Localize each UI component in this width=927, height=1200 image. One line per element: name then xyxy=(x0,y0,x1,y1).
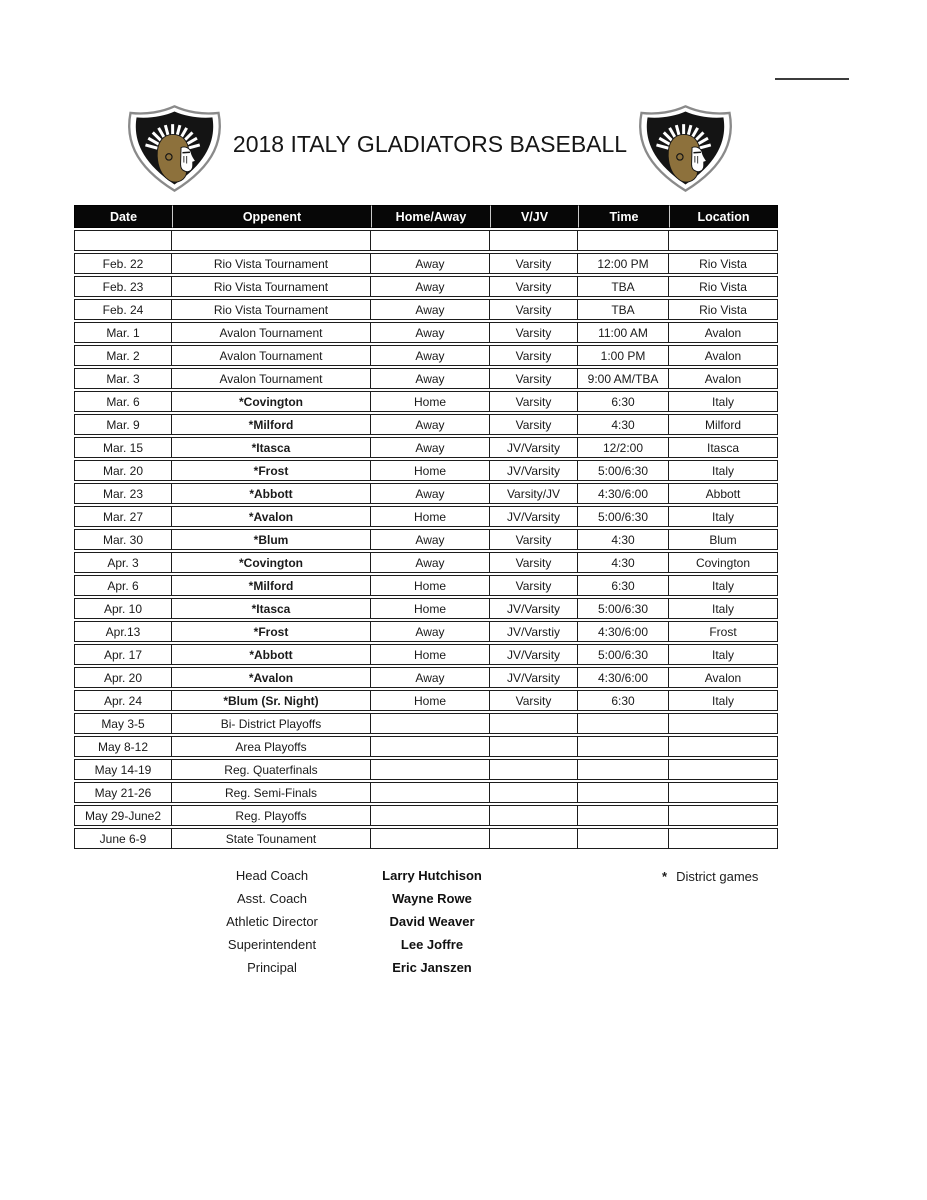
cell-location: Milford xyxy=(669,414,778,435)
schedule-row xyxy=(74,529,778,550)
cell-opponent: *Abbott xyxy=(172,483,371,504)
cell-home-away: Home xyxy=(371,690,490,711)
cell-opponent: Reg. Quaterfinals xyxy=(172,759,371,780)
cell-location xyxy=(669,828,778,849)
cell-v-jv: Varsity xyxy=(490,690,578,711)
column-header-home-away: Home/Away xyxy=(371,205,490,228)
cell-opponent: *Milford xyxy=(172,575,371,596)
cell-opponent: Area Playoffs xyxy=(172,736,371,757)
schedule-row xyxy=(74,736,778,757)
schedule-row xyxy=(74,299,778,320)
cell-time xyxy=(578,782,669,803)
cell-home-away xyxy=(371,713,490,734)
cell-home-away: Away xyxy=(371,368,490,389)
cell-home-away: Home xyxy=(371,644,490,665)
cell-location: Rio Vista xyxy=(669,253,778,274)
schedule-row xyxy=(74,483,778,504)
cell-date: Mar. 23 xyxy=(74,483,172,504)
cell-home-away xyxy=(371,805,490,826)
cell-time: 5:00/6:30 xyxy=(578,644,669,665)
cell-location: Avalon xyxy=(669,368,778,389)
cell-date: Mar. 20 xyxy=(74,460,172,481)
cell-home-away xyxy=(371,828,490,849)
cell-v-jv: Varsity/JV xyxy=(490,483,578,504)
cell-opponent: Rio Vista Tournament xyxy=(172,253,371,274)
cell-v-jv: JV/Varsity xyxy=(490,644,578,665)
schedule-row xyxy=(74,276,778,297)
cell-v-jv: Varsity xyxy=(490,322,578,343)
cell-v-jv xyxy=(490,230,578,251)
staff-section xyxy=(75,864,855,979)
schedule-row xyxy=(74,621,778,642)
cell-location xyxy=(669,230,778,251)
cell-opponent: *Covington xyxy=(172,552,371,573)
cell-v-jv xyxy=(490,828,578,849)
schedule-row xyxy=(74,713,778,734)
cell-location: Italy xyxy=(669,460,778,481)
cell-home-away: Home xyxy=(371,575,490,596)
cell-time: 4:30 xyxy=(578,529,669,550)
cell-v-jv: Varsity xyxy=(490,299,578,320)
cell-date: Feb. 22 xyxy=(74,253,172,274)
cell-opponent: *Frost xyxy=(172,460,371,481)
cell-date: Mar. 27 xyxy=(74,506,172,527)
cell-opponent: Avalon Tournament xyxy=(172,322,371,343)
cell-time: 11:00 AM xyxy=(578,322,669,343)
cell-date: Mar. 2 xyxy=(74,345,172,366)
staff-person-name: David Weaver xyxy=(389,914,475,929)
schedule-row xyxy=(74,644,778,665)
staff-role-label: Head Coach xyxy=(235,868,309,883)
cell-opponent: *Blum (Sr. Night) xyxy=(172,690,371,711)
column-header-v-jv: V/JV xyxy=(490,205,578,228)
cell-v-jv: JV/Varsity xyxy=(490,598,578,619)
cell-v-jv xyxy=(490,736,578,757)
cell-location: Frost xyxy=(669,621,778,642)
cell-v-jv: Varsity xyxy=(490,552,578,573)
cell-v-jv: Varsity xyxy=(490,575,578,596)
cell-date: May 3-5 xyxy=(74,713,172,734)
schedule-row xyxy=(74,322,778,343)
cell-date: Mar. 6 xyxy=(74,391,172,412)
cell-opponent: Avalon Tournament xyxy=(172,368,371,389)
cell-home-away: Away xyxy=(371,621,490,642)
staff-row xyxy=(75,887,855,910)
cell-time: 4:30/6:00 xyxy=(578,483,669,504)
column-header-date: Date xyxy=(74,205,172,228)
cell-location: Rio Vista xyxy=(669,276,778,297)
cell-location xyxy=(669,759,778,780)
cell-opponent: Rio Vista Tournament xyxy=(172,299,371,320)
cell-v-jv: JV/Varstiy xyxy=(490,621,578,642)
cell-location: Italy xyxy=(669,690,778,711)
cell-home-away: Home xyxy=(371,460,490,481)
staff-person-name: Lee Joffre xyxy=(400,937,464,952)
cell-location: Italy xyxy=(669,598,778,619)
gladiator-shield-logo-right xyxy=(634,103,737,194)
cell-time: 12:00 PM xyxy=(578,253,669,274)
cell-opponent: *Milford xyxy=(172,414,371,435)
column-header-location: Location xyxy=(669,205,778,228)
cell-home-away: Away xyxy=(371,345,490,366)
schedule-row xyxy=(74,230,778,251)
cell-location: Blum xyxy=(669,529,778,550)
cell-v-jv: JV/Varsity xyxy=(490,506,578,527)
cell-date: May 8-12 xyxy=(74,736,172,757)
cell-v-jv xyxy=(490,713,578,734)
cell-v-jv: Varsity xyxy=(490,368,578,389)
cell-opponent: *Avalon xyxy=(172,667,371,688)
cell-home-away: Away xyxy=(371,437,490,458)
cell-location: Italy xyxy=(669,391,778,412)
staff-role-label: Athletic Director xyxy=(226,914,318,929)
cell-date: Apr. 24 xyxy=(74,690,172,711)
cell-home-away xyxy=(371,736,490,757)
schedule-row xyxy=(74,345,778,366)
cell-time: 12/2:00 xyxy=(578,437,669,458)
cell-location xyxy=(669,736,778,757)
schedule-row xyxy=(74,368,778,389)
cell-time: 4:30/6:00 xyxy=(578,621,669,642)
staff-role-label: Superintendent xyxy=(227,937,317,952)
cell-opponent: *Frost xyxy=(172,621,371,642)
cell-date: Apr. 3 xyxy=(74,552,172,573)
cell-home-away: Away xyxy=(371,667,490,688)
cell-time: 4:30/6:00 xyxy=(578,667,669,688)
cell-date: Apr. 10 xyxy=(74,598,172,619)
cell-home-away: Home xyxy=(371,391,490,412)
schedule-row xyxy=(74,805,778,826)
cell-location: Abbott xyxy=(669,483,778,504)
cell-home-away: Away xyxy=(371,483,490,504)
cell-v-jv: Varsity xyxy=(490,414,578,435)
cell-time xyxy=(578,759,669,780)
schedule-row xyxy=(74,598,778,619)
cell-home-away: Away xyxy=(371,322,490,343)
cell-opponent: *Itasca xyxy=(172,437,371,458)
schedule-row xyxy=(74,253,778,274)
cell-location: Itasca xyxy=(669,437,778,458)
schedule-table xyxy=(74,203,778,851)
cell-date xyxy=(74,230,172,251)
cell-date: May 21-26 xyxy=(74,782,172,803)
cell-date: May 29-June2 xyxy=(74,805,172,826)
cell-opponent: Bi- District Playoffs xyxy=(172,713,371,734)
cell-location xyxy=(669,782,778,803)
cell-date: Mar. 30 xyxy=(74,529,172,550)
cell-time: 4:30 xyxy=(578,414,669,435)
cell-date: Mar. 15 xyxy=(74,437,172,458)
cell-time: TBA xyxy=(578,276,669,297)
cell-location: Italy xyxy=(669,575,778,596)
cell-v-jv: Varsity xyxy=(490,391,578,412)
cell-date: June 6-9 xyxy=(74,828,172,849)
cell-time xyxy=(578,805,669,826)
cell-date: Apr. 20 xyxy=(74,667,172,688)
schedule-row xyxy=(74,759,778,780)
schedule-row xyxy=(74,437,778,458)
cell-date: Mar. 3 xyxy=(74,368,172,389)
cell-time xyxy=(578,713,669,734)
cell-opponent: Avalon Tournament xyxy=(172,345,371,366)
cell-home-away: Home xyxy=(371,506,490,527)
staff-row xyxy=(75,910,855,933)
cell-home-away: Away xyxy=(371,529,490,550)
asterisk-marker: * xyxy=(662,869,668,884)
cell-location xyxy=(669,713,778,734)
staff-role-label: Principal xyxy=(247,960,297,975)
cell-home-away: Away xyxy=(371,276,490,297)
cell-home-away: Away xyxy=(371,253,490,274)
cell-opponent: Reg. Playoffs xyxy=(172,805,371,826)
cell-time xyxy=(578,736,669,757)
schedule-row xyxy=(74,391,778,412)
cell-home-away: Away xyxy=(371,299,490,320)
cell-time xyxy=(578,828,669,849)
cell-date: Mar. 1 xyxy=(74,322,172,343)
district-games-footnote xyxy=(662,865,758,888)
schedule-row xyxy=(74,828,778,849)
cell-opponent: *Blum xyxy=(172,529,371,550)
cell-v-jv: JV/Varsity xyxy=(490,460,578,481)
cell-home-away: Away xyxy=(371,552,490,573)
cell-date: Mar. 9 xyxy=(74,414,172,435)
cell-date: Feb. 23 xyxy=(74,276,172,297)
cell-v-jv xyxy=(490,759,578,780)
cell-time: 6:30 xyxy=(578,575,669,596)
cell-time: 5:00/6:30 xyxy=(578,460,669,481)
schedule-row xyxy=(74,690,778,711)
cell-home-away xyxy=(371,759,490,780)
cell-opponent: Reg. Semi-Finals xyxy=(172,782,371,803)
cell-location xyxy=(669,805,778,826)
cell-date: Feb. 24 xyxy=(74,299,172,320)
cell-opponent: Rio Vista Tournament xyxy=(172,276,371,297)
cell-time: 9:00 AM/TBA xyxy=(578,368,669,389)
cell-time: 5:00/6:30 xyxy=(578,506,669,527)
staff-person-name: Wayne Rowe xyxy=(392,891,472,906)
cell-location: Avalon xyxy=(669,322,778,343)
schedule-row xyxy=(74,506,778,527)
cell-location: Covington xyxy=(669,552,778,573)
schedule-row xyxy=(74,460,778,481)
cell-time: 4:30 xyxy=(578,552,669,573)
staff-role-label: Asst. Coach xyxy=(236,891,308,906)
cell-location: Italy xyxy=(669,506,778,527)
schedule-row xyxy=(74,414,778,435)
cell-opponent xyxy=(172,230,371,251)
schedule-row xyxy=(74,552,778,573)
cell-time: 5:00/6:30 xyxy=(578,598,669,619)
cell-v-jv: Varsity xyxy=(490,276,578,297)
cell-opponent: *Covington xyxy=(172,391,371,412)
staff-row xyxy=(75,956,855,979)
cell-location: Italy xyxy=(669,644,778,665)
cell-home-away xyxy=(371,782,490,803)
cell-home-away: Home xyxy=(371,598,490,619)
top-right-rule-line xyxy=(775,78,849,80)
cell-home-away xyxy=(371,230,490,251)
cell-time: 6:30 xyxy=(578,690,669,711)
cell-v-jv: Varsity xyxy=(490,253,578,274)
staff-person-name: Eric Janszen xyxy=(392,960,472,975)
cell-location: Avalon xyxy=(669,345,778,366)
staff-person-name: Larry Hutchison xyxy=(382,868,482,883)
cell-date: Apr.13 xyxy=(74,621,172,642)
cell-time xyxy=(578,230,669,251)
cell-location: Avalon xyxy=(669,667,778,688)
cell-date: May 14-19 xyxy=(74,759,172,780)
cell-opponent: *Avalon xyxy=(172,506,371,527)
cell-opponent: *Itasca xyxy=(172,598,371,619)
column-header-oppenent: Oppenent xyxy=(172,205,371,228)
cell-time: TBA xyxy=(578,299,669,320)
page-title: 2018 ITALY GLADIATORS BASEBALL xyxy=(232,131,628,157)
cell-time: 1:00 PM xyxy=(578,345,669,366)
cell-v-jv: Varsity xyxy=(490,345,578,366)
column-header-time: Time xyxy=(578,205,669,228)
footnote-text: District games xyxy=(676,869,759,884)
schedule-row xyxy=(74,667,778,688)
cell-v-jv xyxy=(490,782,578,803)
cell-location: Rio Vista xyxy=(669,299,778,320)
cell-v-jv: Varsity xyxy=(490,529,578,550)
staff-row xyxy=(75,933,855,956)
schedule-row xyxy=(74,575,778,596)
schedule-table-head xyxy=(74,205,778,228)
cell-opponent: *Abbott xyxy=(172,644,371,665)
cell-v-jv xyxy=(490,805,578,826)
schedule-table-body xyxy=(74,230,778,849)
schedule-row xyxy=(74,782,778,803)
cell-opponent: State Tounament xyxy=(172,828,371,849)
cell-date: Apr. 6 xyxy=(74,575,172,596)
cell-time: 6:30 xyxy=(578,391,669,412)
cell-date: Apr. 17 xyxy=(74,644,172,665)
cell-v-jv: JV/Varsity xyxy=(490,437,578,458)
header-row xyxy=(74,205,778,228)
cell-v-jv: JV/Varsity xyxy=(490,667,578,688)
cell-home-away: Away xyxy=(371,414,490,435)
